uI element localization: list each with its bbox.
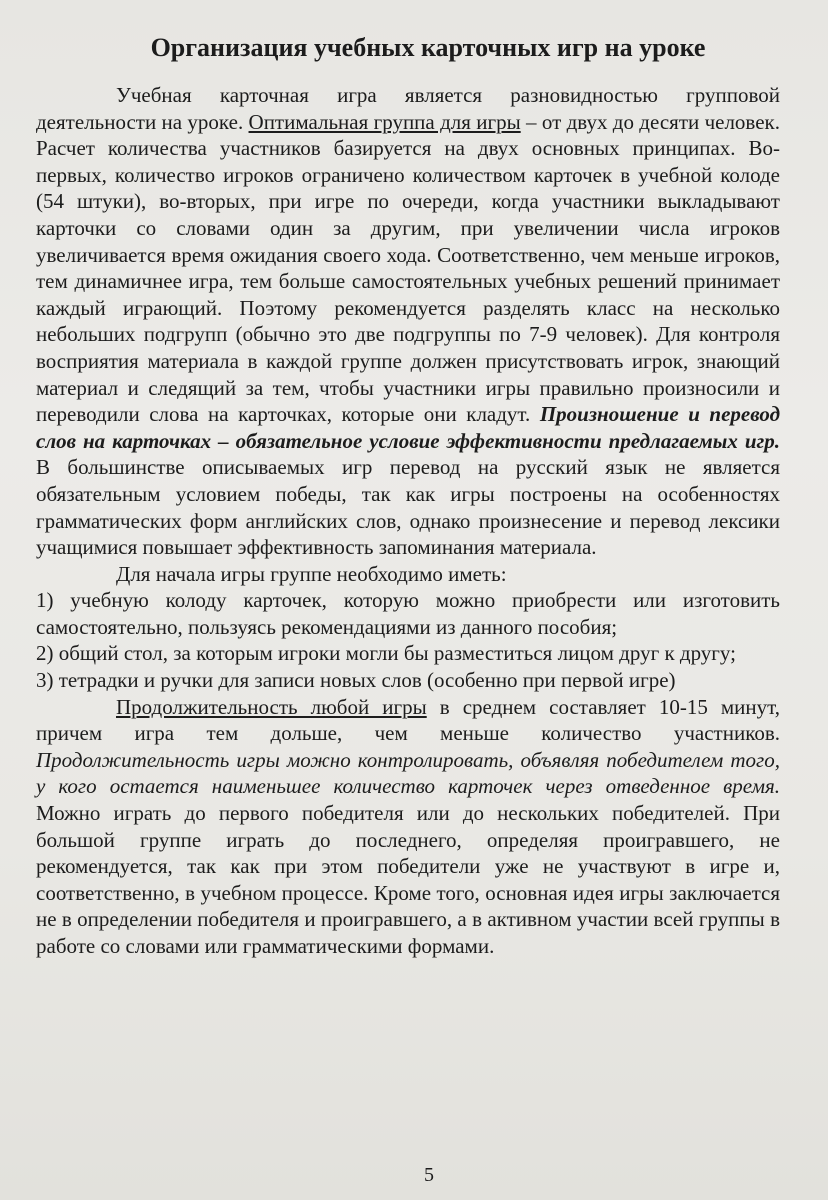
paragraph-requirements-intro: Для начала игры группе необходимо иметь: [116,561,507,586]
page-title: Организация учебных карточных игр на уроке [150,33,706,62]
list-item: 1) учебную колоду карточек, которую можно приобрести или изготовить самостоятельно, пользуясь рекомендациями из данного пособия; [36,588,780,639]
italic-phrase: Продолжительность игры можно контролировать, объявляя победителем того, у кого остается наименьшее количество карточек через отведенное время. [36,747,780,799]
list-item: 3) тетрадки и ручки для записи новых слов (особенно при первой игре) [36,668,676,693]
body-text [36,82,780,960]
paragraph-text: в среднем составляет 10-15 минут, причем игра тем дольше, чем меньше количество участников. [36,694,781,746]
page-number: 5 [424,1164,434,1186]
underlined-phrase: Продолжительность любой игры [116,694,427,719]
requirements-list [36,587,780,693]
paragraph-text: – от двух до десяти человек. Расчет количества участников базируется на двух основных принципах. Во-первых, количество игроков ограничено количеством карточек в учебной колоде (54 штуки), во-вторых, при игре по очереди, когда участники выкладывают карточки со словами один за другим, при увеличении числа игроков увеличивается время ожидания своего хода. Соответственно, чем меньше игроков, тем динамичнее игра, тем больше самостоятельных учебных решений принимает каждый играющий. Поэтому рекомендуется разделять класс на несколько небольших подгрупп (обычно это две подгруппы по 7-9 человек). Для контроля восприятия материала в каждой группе должен присутствовать игрок, знающий материал и следящий за тем, чтобы участники игры правильно произносили и переводили слова на карточках, которые они кладут. [36,109,780,427]
paragraph-text: Учебная карточная игра является разновидностью групповой деятельности на уроке. [36,83,780,134]
list-item: 2) общий стол, за которым игроки могли бы разместиться лицом друг к другу; [36,641,736,666]
paragraph-duration [36,694,780,960]
paragraph-text: Можно играть до первого победителя или до нескольких победителей. При большой группе играть до последнего, определяя проигравшего, не рекомендуется, так как при этом победители уже не участвуют в игре и, соответственно, в учебном процессе. Кроме того, основная идея игры заключается не в определении победителя и проигравшего, а в активном участии всей группы в работе со словами или грамматическими формами. [36,801,780,958]
paragraph-group-size [36,82,780,561]
paragraph-text: В большинстве описываемых игр перевод на русский язык не является обязательным условием победы, так как игры построены на особенностях грамматических форм английских слов, однако произнесение и перевод лексики учащимися повышает эффективность запоминания материала. [36,455,780,560]
underlined-phrase: Оптимальная группа для игры [248,109,521,134]
bold-italic-phrase: Произношение и перевод слов на карточках – обязательное условие эффективности предлагаемых игр. [36,402,780,453]
